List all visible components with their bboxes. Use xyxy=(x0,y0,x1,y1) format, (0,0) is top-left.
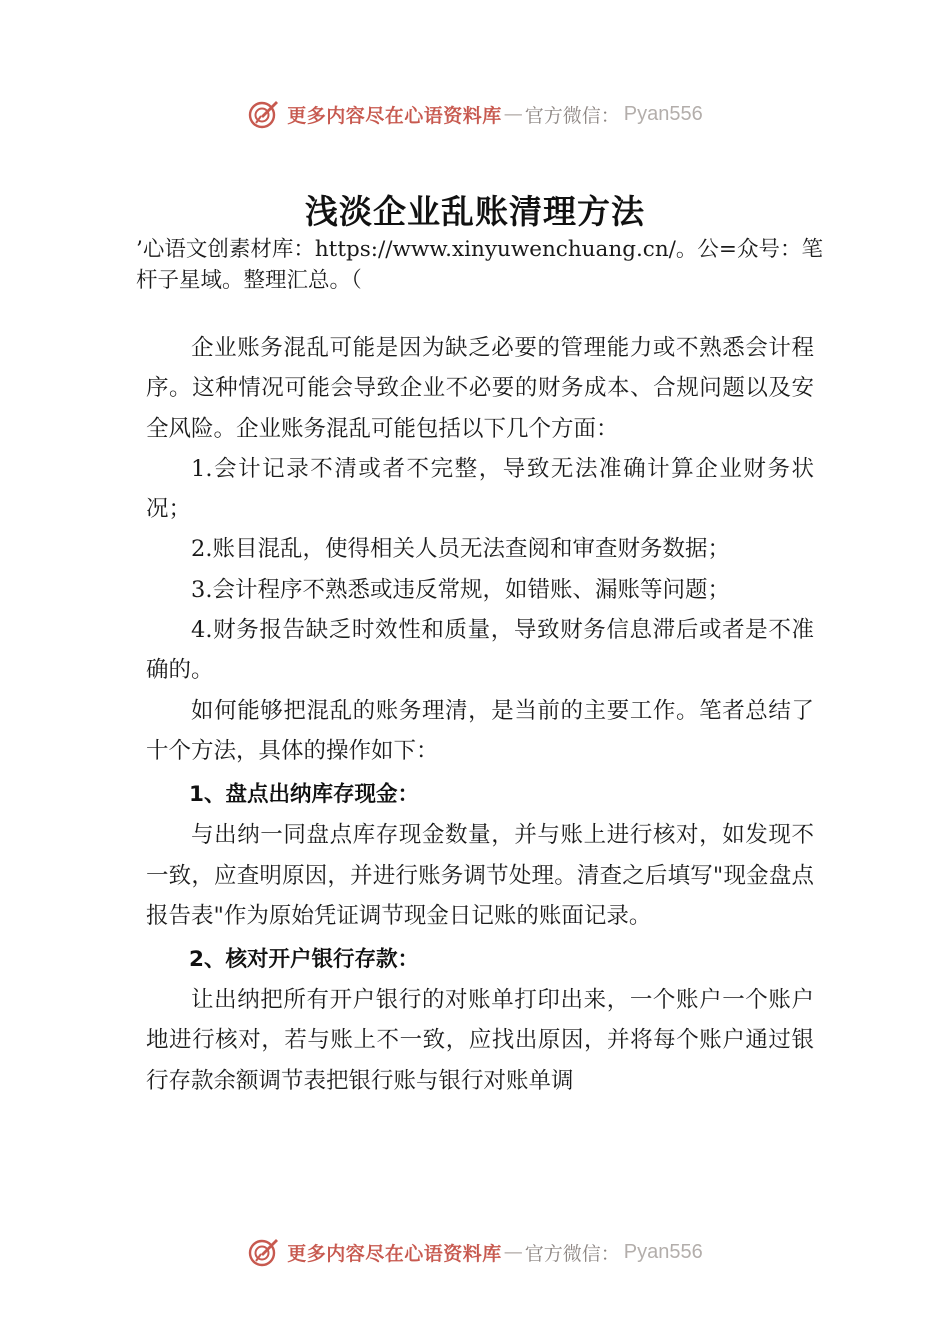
list-item: 1.会计记录不清或者不完整，导致无法准确计算企业财务状况； xyxy=(146,455,814,523)
list-item: 3.会计程序不熟悉或违反常规，如错账、漏账等问题； xyxy=(191,576,730,603)
document-title: 浅淡企业乱账清理方法 xyxy=(305,192,645,231)
quill-seal-logo-icon xyxy=(247,1235,281,1269)
banner-contact-label: 官方微信： xyxy=(524,104,620,127)
section-heading: 1、盘点出纳库存现金： xyxy=(189,782,419,808)
banner-separator: — xyxy=(503,1241,523,1263)
document-body xyxy=(146,328,814,1101)
banner-contact-id: Pyan556 xyxy=(623,102,703,125)
banner-brand-text: 更多内容尽在心语资料库 xyxy=(287,104,502,127)
source-attribution: ’心语文创素材库：https://www.xinyuwenchuang.cn/。公=众号：笔杆子星域。整理汇总。（ xyxy=(136,237,823,293)
banner-brand-text: 更多内容尽在心语资料库 xyxy=(287,1242,502,1265)
intro-paragraph: 企业账务混乱可能是因为缺乏必要的管理能力或不熟悉会计程序。这种情况可能会导致企业不必要的财务成本、合规问题以及安全风险。企业账务混乱可能包括以下几个方面： xyxy=(146,335,814,442)
header-watermark-banner xyxy=(0,94,950,134)
banner-separator: — xyxy=(503,103,523,125)
section-heading: 2、核对开户银行存款： xyxy=(189,947,419,973)
summary-paragraph: 如何能够把混乱的账务理清，是当前的主要工作。笔者总结了十个方法，具体的操作如下： xyxy=(146,697,814,764)
banner-contact-label: 官方微信： xyxy=(524,1242,620,1265)
list-item: 4.财务报告缺乏时效性和质量，导致财务信息滞后或者是不准确的。 xyxy=(146,617,814,684)
footer-watermark-banner xyxy=(0,1232,950,1272)
quill-seal-logo-icon xyxy=(247,97,281,131)
banner-contact-id: Pyan556 xyxy=(623,1240,703,1263)
section-body: 让出纳把所有开户银行的对账单打印出来，一个账户一个账户地进行核对，若与账上不一致，应找出原因，并将每个账户通过银行存款余额调节表把银行账与银行对账单调 xyxy=(146,987,814,1094)
list-item: 2.账目混乱，使得相关人员无法查阅和审查财务数据； xyxy=(191,536,730,563)
section-body: 与出纳一同盘点库存现金数量，并与账上进行核对，如发现不一致，应查明原因，并进行账务调节处理。清查之后填写"现金盘点报告表"作为原始凭证调节现金日记账的账面记录。 xyxy=(146,822,814,929)
